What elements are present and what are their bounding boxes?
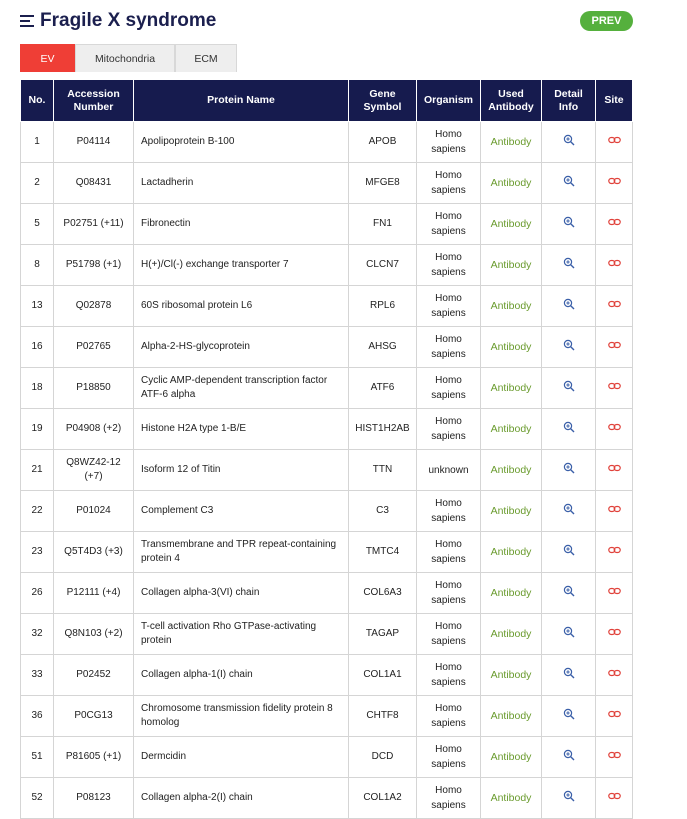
cell-protein-name: 60S ribosomal protein L6 [134,286,349,327]
cell-no: 5 [21,204,54,245]
antibody-link[interactable]: Antibody [481,327,542,368]
cell-protein-name: T-cell activation Rho GTPase-activating protein [134,614,349,655]
cell-gene-symbol: CHTF8 [349,696,417,737]
cell-protein-name: H(+)/Cl(-) exchange transporter 7 [134,245,349,286]
cell-site [596,696,633,737]
table-row [21,778,633,819]
antibody-link[interactable]: Antibody [481,450,542,491]
table-row [21,122,633,163]
zoom-icon[interactable] [563,302,575,313]
link-icon[interactable] [608,465,621,476]
cell-organism: Homo sapiens [417,532,481,573]
tab-ecm[interactable]: ECM [175,44,237,72]
cell-protein-name: Histone H2A type 1-B/E [134,409,349,450]
link-icon[interactable] [608,178,621,189]
tab-mitochondria[interactable]: Mitochondria [75,44,175,72]
cell-site [596,204,633,245]
cell-gene-symbol: C3 [349,491,417,532]
cell-site [596,327,633,368]
cell-accession: Q8WZ42-12 (+7) [54,450,134,491]
cell-organism: Homo sapiens [417,696,481,737]
cell-no: 13 [21,286,54,327]
col-header-detail: Detail Info [542,80,596,122]
cell-organism: Homo sapiens [417,409,481,450]
cell-accession: Q02878 [54,286,134,327]
cell-detail [542,778,596,819]
link-icon[interactable] [608,342,621,353]
cell-no: 21 [21,450,54,491]
antibody-link[interactable]: Antibody [481,737,542,778]
cell-accession: P51798 (+1) [54,245,134,286]
cell-detail [542,573,596,614]
cell-protein-name: Complement C3 [134,491,349,532]
cell-detail [542,368,596,409]
table-header-row [21,80,633,122]
cell-gene-symbol: COL1A1 [349,655,417,696]
cell-gene-symbol: FN1 [349,204,417,245]
cell-accession: P04114 [54,122,134,163]
cell-organism: Homo sapiens [417,614,481,655]
link-icon[interactable] [608,260,621,271]
col-header-accession[interactable]: Accession Number [54,80,134,122]
cell-detail [542,286,596,327]
table-row [21,737,633,778]
zoom-icon[interactable] [563,466,575,477]
cell-organism: Homo sapiens [417,122,481,163]
cell-protein-name: Chromosome transmission fidelity protein 8 homolog [134,696,349,737]
cell-site [596,614,633,655]
cell-no: 8 [21,245,54,286]
cell-detail [542,245,596,286]
table-row [21,327,633,368]
cell-accession: Q5T4D3 (+3) [54,532,134,573]
cell-accession: P04908 (+2) [54,409,134,450]
cell-gene-symbol: APOB [349,122,417,163]
cell-accession: Q8N103 (+2) [54,614,134,655]
cell-accession: P02452 [54,655,134,696]
zoom-icon[interactable] [563,384,575,395]
antibody-link[interactable]: Antibody [481,368,542,409]
antibody-link[interactable]: Antibody [481,696,542,737]
menu-icon[interactable] [20,15,34,27]
table-row [21,450,633,491]
cell-gene-symbol: CLCN7 [349,245,417,286]
page-header [20,8,633,34]
cell-no: 1 [21,122,54,163]
cell-gene-symbol: HIST1H2AB [349,409,417,450]
cell-no: 2 [21,163,54,204]
table-row [21,614,633,655]
cell-gene-symbol: RPL6 [349,286,417,327]
zoom-icon[interactable] [563,261,575,272]
link-icon[interactable] [608,547,621,558]
cell-detail [542,655,596,696]
cell-protein-name: Cyclic AMP-dependent transcription factor ATF-6 alpha [134,368,349,409]
col-header-site: Site [596,80,633,122]
cell-accession: P01024 [54,491,134,532]
cell-gene-symbol: TMTC4 [349,532,417,573]
zoom-icon[interactable] [563,138,575,149]
cell-protein-name: Collagen alpha-1(I) chain [134,655,349,696]
cell-protein-name: Isoform 12 of Titin [134,450,349,491]
cell-protein-name: Fibronectin [134,204,349,245]
link-icon[interactable] [608,301,621,312]
cell-gene-symbol: MFGE8 [349,163,417,204]
cell-protein-name: Transmembrane and TPR repeat-containing protein 4 [134,532,349,573]
cell-detail [542,532,596,573]
table-row [21,491,633,532]
cell-site [596,245,633,286]
zoom-icon[interactable] [563,671,575,682]
col-header-organism[interactable]: Organism [417,80,481,122]
cell-no: 33 [21,655,54,696]
link-icon[interactable] [608,711,621,722]
cell-organism: Homo sapiens [417,204,481,245]
cell-gene-symbol: ATF6 [349,368,417,409]
cell-gene-symbol: COL1A2 [349,778,417,819]
table-row [21,573,633,614]
cell-no: 23 [21,532,54,573]
zoom-icon[interactable] [563,712,575,723]
tab-ev[interactable]: EV [20,44,75,72]
cell-site [596,409,633,450]
cell-organism: Homo sapiens [417,286,481,327]
cell-protein-name: Lactadherin [134,163,349,204]
cell-organism: Homo sapiens [417,778,481,819]
link-icon[interactable] [608,629,621,640]
antibody-link[interactable]: Antibody [481,778,542,819]
cell-site [596,163,633,204]
zoom-icon[interactable] [563,630,575,641]
cell-detail [542,737,596,778]
cell-detail [542,327,596,368]
table-row [21,368,633,409]
zoom-icon[interactable] [563,343,575,354]
cell-no: 19 [21,409,54,450]
link-icon[interactable] [608,588,621,599]
cell-no: 36 [21,696,54,737]
cell-organism: Homo sapiens [417,737,481,778]
zoom-icon[interactable] [563,425,575,436]
cell-detail [542,491,596,532]
cell-accession: P81605 (+1) [54,737,134,778]
cell-no: 22 [21,491,54,532]
table-row [21,655,633,696]
cell-accession: P08123 [54,778,134,819]
cell-protein-name: Apolipoprotein B-100 [134,122,349,163]
cell-protein-name: Collagen alpha-3(VI) chain [134,573,349,614]
table-row [21,204,633,245]
antibody-link[interactable]: Antibody [481,409,542,450]
cell-site [596,368,633,409]
protein-table [20,79,633,819]
cell-detail [542,204,596,245]
link-icon[interactable] [608,137,621,148]
antibody-link[interactable]: Antibody [481,204,542,245]
zoom-icon[interactable] [563,220,575,231]
zoom-icon[interactable] [563,589,575,600]
cell-no: 32 [21,614,54,655]
cell-detail [542,450,596,491]
cell-organism: Homo sapiens [417,491,481,532]
page-title: Fragile X syndrome [40,10,217,31]
cell-no: 51 [21,737,54,778]
link-icon[interactable] [608,670,621,681]
col-header-antibody[interactable]: Used Antibody [481,80,542,122]
cell-organism: Homo sapiens [417,163,481,204]
table-row [21,163,633,204]
cell-accession: Q08431 [54,163,134,204]
cell-site [596,655,633,696]
cell-site [596,573,633,614]
cell-accession: P02765 [54,327,134,368]
cell-accession: P0CG13 [54,696,134,737]
antibody-link[interactable]: Antibody [481,491,542,532]
link-icon[interactable] [608,219,621,230]
link-icon[interactable] [608,506,621,517]
col-header-gene[interactable]: Gene Symbol [349,80,417,122]
cell-no: 52 [21,778,54,819]
cell-accession: P12111 (+4) [54,573,134,614]
zoom-icon[interactable] [563,179,575,190]
cell-accession: P18850 [54,368,134,409]
cell-gene-symbol: TTN [349,450,417,491]
antibody-link[interactable]: Antibody [481,163,542,204]
cell-detail [542,409,596,450]
antibody-link[interactable]: Antibody [481,286,542,327]
table-row [21,409,633,450]
antibody-link[interactable]: Antibody [481,573,542,614]
cell-protein-name: Collagen alpha-2(I) chain [134,778,349,819]
cell-organism: Homo sapiens [417,573,481,614]
table-row [21,696,633,737]
cell-accession: P02751 (+11) [54,204,134,245]
cell-no: 16 [21,327,54,368]
table-row [21,532,633,573]
zoom-icon[interactable] [563,507,575,518]
zoom-icon[interactable] [563,548,575,559]
cell-site [596,532,633,573]
cell-detail [542,122,596,163]
cell-detail [542,163,596,204]
link-icon[interactable] [608,752,621,763]
cell-organism: Homo sapiens [417,655,481,696]
col-header-no[interactable]: No. [21,80,54,122]
cell-gene-symbol: AHSG [349,327,417,368]
zoom-icon[interactable] [563,794,575,805]
cell-site [596,737,633,778]
cell-organism: unknown [417,450,481,491]
cell-organism: Homo sapiens [417,245,481,286]
prev-button[interactable]: PREV [580,11,633,31]
cell-site [596,491,633,532]
tab-bar [20,44,237,72]
antibody-link[interactable]: Antibody [481,614,542,655]
cell-site [596,286,633,327]
cell-site [596,778,633,819]
antibody-link[interactable]: Antibody [481,532,542,573]
cell-gene-symbol: COL6A3 [349,573,417,614]
table-row [21,245,633,286]
cell-protein-name: Alpha-2-HS-glycoprotein [134,327,349,368]
antibody-link[interactable]: Antibody [481,655,542,696]
cell-organism: Homo sapiens [417,327,481,368]
cell-site [596,450,633,491]
table-row [21,286,633,327]
cell-detail [542,614,596,655]
link-icon[interactable] [608,793,621,804]
cell-organism: Homo sapiens [417,368,481,409]
cell-gene-symbol: DCD [349,737,417,778]
cell-protein-name: Dermcidin [134,737,349,778]
cell-detail [542,696,596,737]
cell-no: 18 [21,368,54,409]
antibody-link[interactable]: Antibody [481,122,542,163]
col-header-protein[interactable]: Protein Name [134,80,349,122]
antibody-link[interactable]: Antibody [481,245,542,286]
cell-gene-symbol: TAGAP [349,614,417,655]
cell-site [596,122,633,163]
cell-no: 26 [21,573,54,614]
link-icon[interactable] [608,383,621,394]
zoom-icon[interactable] [563,753,575,764]
link-icon[interactable] [608,424,621,435]
